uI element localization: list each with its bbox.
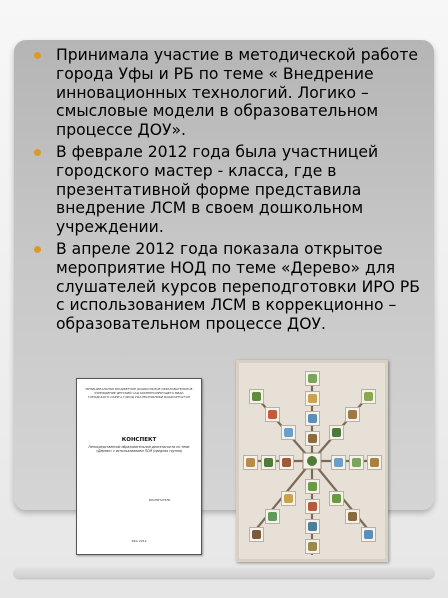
document-photo <box>76 378 202 555</box>
bullet-dot-icon <box>34 246 41 253</box>
document-header: МУНИЦИПАЛЬНОЕ БЮДЖЕТНОЕ ДОШКОЛЬНОЕ ОБРАЗОВАТЕЛЬНОЕ УЧРЕЖДЕНИЕ ДЕТСКИЙ САД КОМПЕНСИРУЮЩЕГО ВИДА ГОРОДСКОГО ОКРУГА ГОРОД УФА РЕСПУБЛИКИ БАШКОРТОСТАН <box>85 387 193 399</box>
document-title: КОНСПЕКТ <box>121 437 157 443</box>
bullet-text: В феврале 2012 года была участницей городского мастер - класса, где в презентативной форме представила внедрение ЛСМ в своем дошкольном учреждении. <box>56 142 379 237</box>
bullet-dot-icon <box>34 149 41 156</box>
bullet-item <box>30 240 430 334</box>
bullet-item <box>30 143 430 237</box>
bullet-dot-icon <box>34 52 41 59</box>
tree-model-photo <box>236 360 388 562</box>
document-description: Непосредственной образовательной деятельности по теме «Дерево» с использованием ЛСМ (средняя группа) <box>88 445 190 454</box>
document-year: УФА 2012 <box>131 539 147 543</box>
bullet-item <box>30 46 430 140</box>
bullet-text: Принимала участие в методической работе города Уфы и РБ по теме « Внедрение инновационных технологий. Логико – смысловые модели в образовательном процессе ДОУ». <box>56 46 418 140</box>
document-authors: ВОСПИТАТЕЛЬ <box>149 498 171 502</box>
bottom-bar <box>14 568 434 578</box>
bullet-text: В апреле 2012 года показала открытое мероприятие НОД по теме «Дерево» для слушателей курсов переподготовки ИРО РБ с использованием ЛСМ в коррекционно – образовательном процессе ДОУ. <box>56 239 420 334</box>
bullet-list <box>30 46 430 337</box>
